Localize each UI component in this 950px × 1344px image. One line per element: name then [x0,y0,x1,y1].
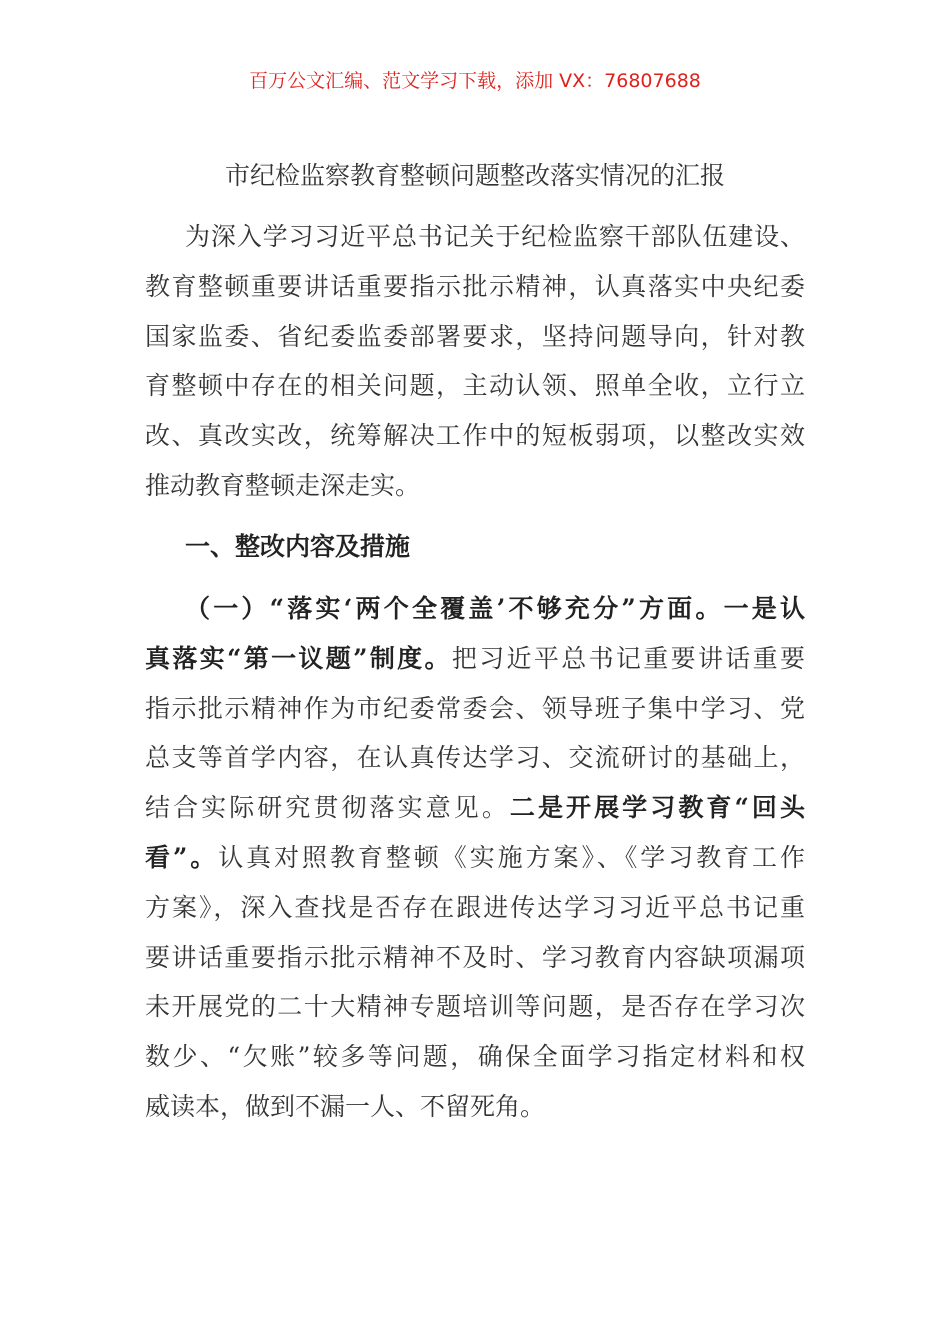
text-segment: 教育整顿重要讲话重要指示批示精神，认真落实中央纪委 [145,271,805,301]
text-segment: 未开展党的二十大精神专题培训等问题，是否存在学习次 [145,992,805,1022]
text-segment: 威读本，做到不漏一人、不留死角。 [145,1091,546,1121]
text-line [145,361,805,411]
text-line [145,522,805,572]
text-segment: 方案》，深入查找是否存在跟进传达学习习近平总书记重 [145,892,805,922]
text-segment: 国家监委、省纪委监委部署要求，坚持问题导向，针对教 [145,321,805,351]
bold-text: 看”。 [145,842,219,872]
bold-text: （一）“落实‘两个全覆盖’不够充分”方面。一是认 [185,594,805,623]
text-line [145,933,805,983]
text-segment: 指示批示精神作为市纪委常委会、领导班子集中学习、党 [145,693,805,723]
text-line [145,1032,805,1082]
text-segment: 推动教育整顿走深走实。 [145,470,421,500]
text-line [145,684,805,734]
text-line [145,1082,805,1132]
text-line [145,584,805,634]
text-segment: 要讲话重要指示批示精神不及时、学习教育内容缺项漏项 [145,942,805,972]
text-segment: 总支等首学内容，在认真传达学习、交流研讨的基础上， [145,743,805,773]
text-segment: 把习近平总书记重要讲话重要 [451,643,805,673]
bold-text: 真落实“第一议题”制度。 [145,643,452,673]
text-segment: 育整顿中存在的相关问题，主动认领、照单全收，立行立 [145,371,805,401]
text-segment: 改、真改实改，统筹解决工作中的短板弱项，以整改实效 [145,421,805,451]
section-paragraph [145,584,805,1132]
text-line [145,312,805,362]
text-segment: 认真对照教育整顿《实施方案》、《学习教育工作 [218,842,805,872]
watermark-banner: 百万公文汇编、范文学习下载，添加 VX：76807688 [249,70,701,92]
document-title: 市纪检监察教育整顿问题整改落实情况的汇报 [224,161,725,190]
text-segment: 结合实际研究贯彻落实意见。 [145,793,510,823]
text-segment: 为深入学习习近平总书记关于纪检监察干部队伍建设、 [185,222,805,251]
text-line [145,833,805,883]
intro-paragraph [145,212,805,511]
text-line [145,212,805,262]
text-line [145,262,805,312]
text-line [145,411,805,461]
bold-text: 二是开展学习教育“回头 [509,793,805,823]
text-line [145,883,805,933]
text-line [145,982,805,1032]
section-heading [145,522,805,572]
text-line [145,634,805,684]
text-line [145,733,805,783]
text-segment: 数少、“欠账”较多等问题，确保全面学习指定材料和权 [145,1042,805,1072]
bold-text: 一、整改内容及措施 [185,532,411,561]
text-line [145,783,805,833]
text-line [145,461,805,511]
